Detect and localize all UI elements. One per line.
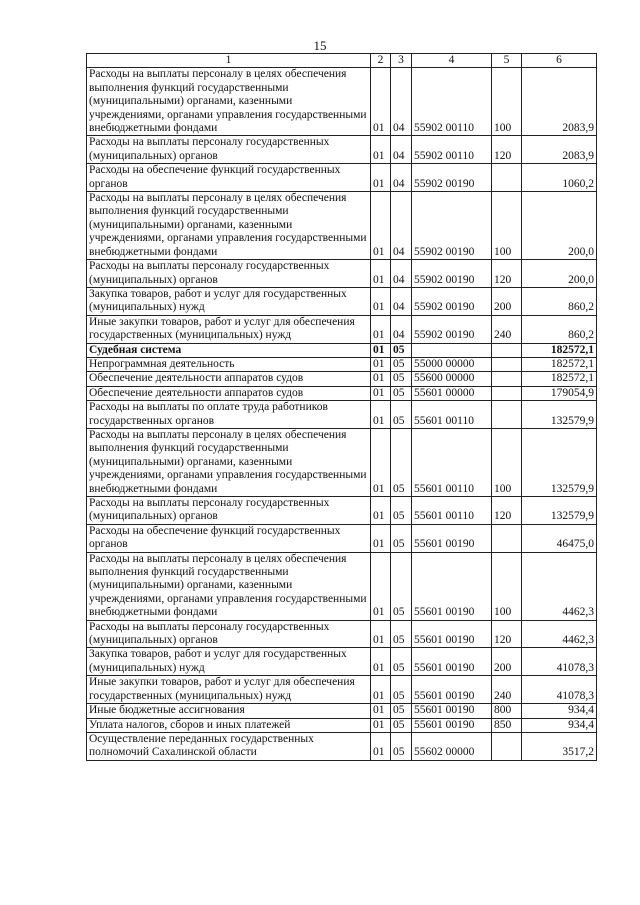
row-amount: 41078,3: [522, 648, 597, 676]
row-subsection: 05: [391, 497, 412, 525]
row-section: 01: [371, 401, 391, 429]
table-row: [87, 164, 597, 192]
row-subsection: 05: [391, 648, 412, 676]
row-expense-type: 200: [492, 287, 522, 315]
row-target-article: [412, 343, 492, 357]
table-row: [87, 524, 597, 552]
row-amount: 2083,9: [522, 68, 597, 136]
row-subsection: 05: [391, 552, 412, 620]
row-target-article: 55000 00000: [412, 357, 492, 371]
table-row: [87, 260, 597, 288]
row-amount: 1060,2: [522, 164, 597, 192]
header-col-5: 5: [492, 54, 522, 68]
row-section: 01: [371, 497, 391, 525]
table-row: [87, 357, 597, 371]
row-amount: 3517,2: [522, 732, 597, 760]
row-target-article: 55902 00190: [412, 192, 492, 260]
row-section: 01: [371, 315, 391, 343]
row-amount: 860,2: [522, 315, 597, 343]
row-target-article: 55902 00110: [412, 68, 492, 136]
row-subsection: 05: [391, 704, 412, 718]
row-subsection: 05: [391, 676, 412, 704]
row-expense-type: [492, 372, 522, 386]
row-section: 01: [371, 386, 391, 400]
table-row: [87, 287, 597, 315]
row-expense-type: 100: [492, 192, 522, 260]
row-name: Расходы на выплаты персоналу в целях обеспечения выполнения функций государственными (муниципальными) органами, казенными учреждениями, органами управления государственными внебюджетными фондами: [87, 192, 371, 260]
row-expense-type: 120: [492, 260, 522, 288]
row-name: Расходы на выплаты персоналу государственных (муниципальных) органов: [87, 620, 371, 648]
row-amount: 4462,3: [522, 552, 597, 620]
row-section: 01: [371, 718, 391, 732]
row-amount: 200,0: [522, 192, 597, 260]
row-amount: 182572,1: [522, 372, 597, 386]
row-name: Расходы на обеспечение функций государственных органов: [87, 524, 371, 552]
row-subsection: 05: [391, 732, 412, 760]
row-name: Расходы на выплаты по оплате труда работников государственных органов: [87, 401, 371, 429]
row-target-article: 55601 00110: [412, 428, 492, 496]
header-col-6: 6: [522, 54, 597, 68]
row-target-article: 55902 00190: [412, 260, 492, 288]
row-section: 01: [371, 68, 391, 136]
row-subsection: 04: [391, 192, 412, 260]
table-row: [87, 552, 597, 620]
header-col-4: 4: [412, 54, 492, 68]
row-section: 01: [371, 620, 391, 648]
row-expense-type: 120: [492, 620, 522, 648]
table-row: [87, 428, 597, 496]
row-amount: 2083,9: [522, 136, 597, 164]
row-expense-type: [492, 164, 522, 192]
row-amount: 182572,1: [522, 357, 597, 371]
row-target-article: 55601 00110: [412, 497, 492, 525]
page-number: 15: [313, 38, 327, 53]
row-subsection: 05: [391, 718, 412, 732]
row-expense-type: 100: [492, 428, 522, 496]
row-amount: 4462,3: [522, 620, 597, 648]
row-name: Расходы на обеспечение функций государственных органов: [87, 164, 371, 192]
row-subsection: 05: [391, 357, 412, 371]
row-expense-type: 800: [492, 704, 522, 718]
row-amount: 934,4: [522, 718, 597, 732]
row-amount: 132579,9: [522, 401, 597, 429]
row-target-article: 55601 00190: [412, 524, 492, 552]
table-row: [87, 718, 597, 732]
row-target-article: 55902 00190: [412, 287, 492, 315]
row-target-article: 55601 00190: [412, 620, 492, 648]
row-expense-type: 120: [492, 497, 522, 525]
header-col-2: 2: [371, 54, 391, 68]
row-expense-type: [492, 524, 522, 552]
row-target-article: 55601 00190: [412, 718, 492, 732]
row-target-article: 55902 00190: [412, 315, 492, 343]
row-amount: 179054,9: [522, 386, 597, 400]
row-section: 01: [371, 357, 391, 371]
row-subsection: 05: [391, 524, 412, 552]
table-row: [87, 401, 597, 429]
row-expense-type: 200: [492, 648, 522, 676]
table-row: [87, 648, 597, 676]
row-section: 01: [371, 428, 391, 496]
row-name: Расходы на выплаты персоналу государственных (муниципальных) органов: [87, 136, 371, 164]
row-subsection: 05: [391, 386, 412, 400]
row-expense-type: [492, 401, 522, 429]
row-name: Закупка товаров, работ и услуг для государственных (муниципальных) нужд: [87, 648, 371, 676]
header-col-3: 3: [391, 54, 412, 68]
row-section: 01: [371, 164, 391, 192]
row-name: Иные бюджетные ассигнования: [87, 704, 371, 718]
row-name: Расходы на выплаты персоналу государственных (муниципальных) органов: [87, 260, 371, 288]
row-section: 01: [371, 136, 391, 164]
table-row: [87, 676, 597, 704]
row-name: Закупка товаров, работ и услуг для государственных (муниципальных) нужд: [87, 287, 371, 315]
row-subsection: 04: [391, 260, 412, 288]
row-name: Расходы на выплаты персоналу в целях обеспечения выполнения функций государственными (муниципальными) органами, казенными учреждениями, органами управления государственными внебюджетными фондами: [87, 552, 371, 620]
row-name: Непрограммная деятельность: [87, 357, 371, 371]
row-amount: 46475,0: [522, 524, 597, 552]
table-header-row: [87, 54, 597, 68]
row-name: Обеспечение деятельности аппаратов судов: [87, 372, 371, 386]
row-expense-type: 100: [492, 552, 522, 620]
row-subsection: 05: [391, 401, 412, 429]
row-section: 01: [371, 192, 391, 260]
budget-table: [86, 53, 597, 761]
table-row: [87, 372, 597, 386]
row-subsection: 05: [391, 620, 412, 648]
row-section: 01: [371, 676, 391, 704]
row-target-article: 55902 00190: [412, 164, 492, 192]
row-section: 01: [371, 732, 391, 760]
row-expense-type: [492, 732, 522, 760]
row-expense-type: [492, 386, 522, 400]
table-row: [87, 343, 597, 357]
row-target-article: 55601 00190: [412, 704, 492, 718]
row-subsection: 05: [391, 372, 412, 386]
row-amount: 182572,1: [522, 343, 597, 357]
row-expense-type: 120: [492, 136, 522, 164]
row-expense-type: 240: [492, 676, 522, 704]
row-expense-type: [492, 357, 522, 371]
table-row: [87, 732, 597, 760]
row-target-article: 55601 00000: [412, 386, 492, 400]
row-section: 01: [371, 260, 391, 288]
table-row: [87, 192, 597, 260]
row-name: Иные закупки товаров, работ и услуг для обеспечения государственных (муниципальных) нужд: [87, 315, 371, 343]
table-row: [87, 136, 597, 164]
row-subsection: 04: [391, 68, 412, 136]
row-name: Расходы на выплаты персоналу государственных (муниципальных) органов: [87, 497, 371, 525]
row-subsection: 05: [391, 428, 412, 496]
table-row: [87, 620, 597, 648]
row-expense-type: 100: [492, 68, 522, 136]
row-amount: 132579,9: [522, 428, 597, 496]
row-subsection: 04: [391, 315, 412, 343]
table-row: [87, 704, 597, 718]
row-subsection: 04: [391, 136, 412, 164]
row-amount: 934,4: [522, 704, 597, 718]
row-subsection: 05: [391, 343, 412, 357]
row-target-article: 55602 00000: [412, 732, 492, 760]
budget-table-body: [87, 54, 597, 761]
row-expense-type: 850: [492, 718, 522, 732]
row-amount: 200,0: [522, 260, 597, 288]
row-target-article: 55601 00190: [412, 676, 492, 704]
row-target-article: 55601 00110: [412, 401, 492, 429]
row-name: Судебная система: [87, 343, 371, 357]
row-amount: 132579,9: [522, 497, 597, 525]
row-name: Обеспечение деятельности аппаратов судов: [87, 386, 371, 400]
row-target-article: 55601 00190: [412, 552, 492, 620]
table-row: [87, 315, 597, 343]
row-section: 01: [371, 524, 391, 552]
row-section: 01: [371, 287, 391, 315]
row-expense-type: 240: [492, 315, 522, 343]
row-amount: 860,2: [522, 287, 597, 315]
row-target-article: 55600 00000: [412, 372, 492, 386]
row-section: 01: [371, 343, 391, 357]
row-amount: 41078,3: [522, 676, 597, 704]
row-target-article: 55601 00190: [412, 648, 492, 676]
row-expense-type: [492, 343, 522, 357]
row-name: Уплата налогов, сборов и иных платежей: [87, 718, 371, 732]
table-row: [87, 497, 597, 525]
table-row: [87, 386, 597, 400]
header-col-1: 1: [87, 54, 371, 68]
row-section: 01: [371, 704, 391, 718]
row-name: Осуществление переданных государственных полномочий Сахалинской области: [87, 732, 371, 760]
table-row: [87, 68, 597, 136]
row-name: Расходы на выплаты персоналу в целях обеспечения выполнения функций государственными (муниципальными) органами, казенными учреждениями, органами управления государственными внебюджетными фондами: [87, 428, 371, 496]
row-name: Расходы на выплаты персоналу в целях обеспечения выполнения функций государственными (муниципальными) органами, казенными учреждениями, органами управления государственными внебюджетными фондами: [87, 68, 371, 136]
row-section: 01: [371, 648, 391, 676]
row-target-article: 55902 00110: [412, 136, 492, 164]
row-section: 01: [371, 372, 391, 386]
row-section: 01: [371, 552, 391, 620]
row-subsection: 04: [391, 287, 412, 315]
row-name: Иные закупки товаров, работ и услуг для обеспечения государственных (муниципальных) нужд: [87, 676, 371, 704]
row-subsection: 04: [391, 164, 412, 192]
